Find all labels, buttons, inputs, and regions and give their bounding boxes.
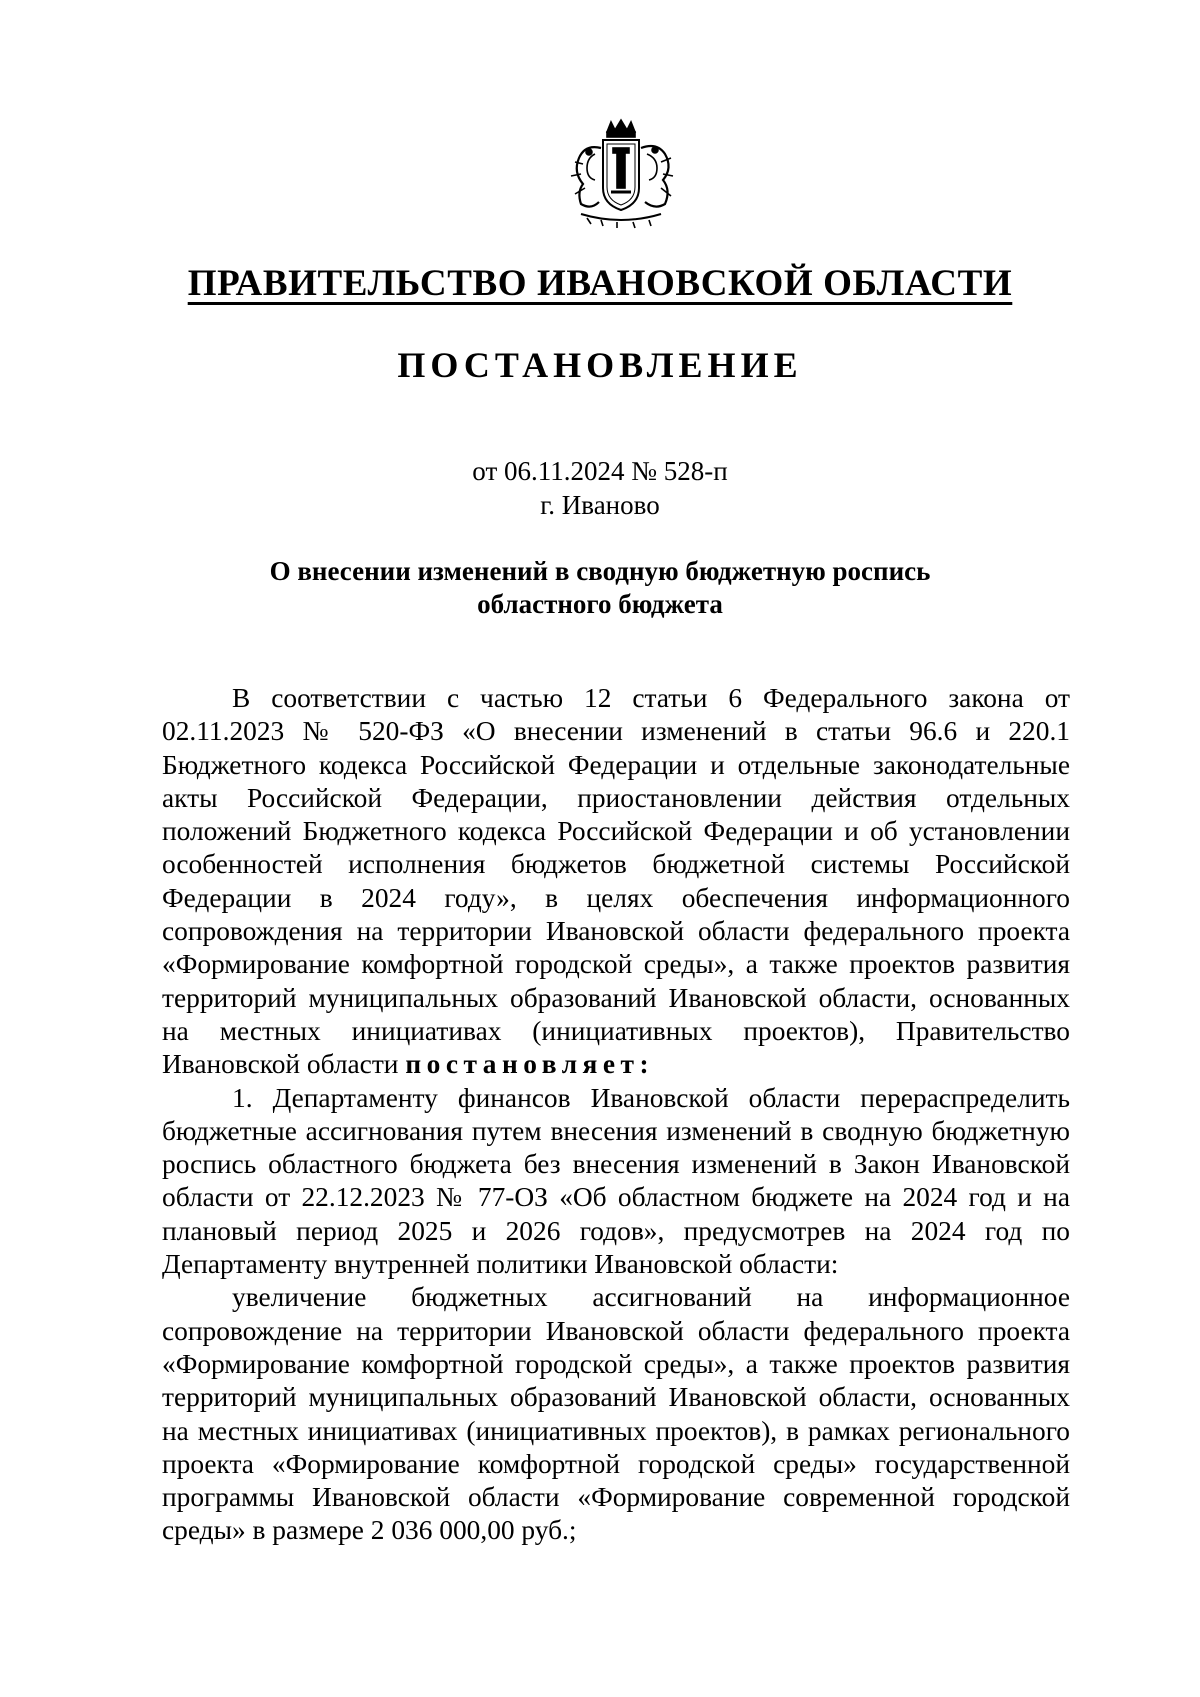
preamble-paragraph — [162, 682, 1070, 1082]
preamble-text: В соответствии с частью 12 статьи 6 Федерального закона от 02.11.2023 № 520-ФЗ «О внесении изменений в статьи 96.6 и 220.1 Бюджетного кодекса Российской Федерации и отдельные законодательные акты Российской Федерации, приостановлении действия отдельных положений Бюджетного кодекса Российской Федерации и об установлении особенностей исполнения бюджетов бюджетной системы Российской Федерации в 2024 году», в целях обеспечения информационного сопровождения на территории Ивановской области федерального проекта «Формирование комфортной городской среды», а также проектов развития территорий муниципальных образований Ивановской области, основанных на местных инициативах (инициативных проектов), Правительство Ивановской области — [162, 683, 1070, 1080]
document-subject — [0, 555, 1200, 621]
government-title: ПРАВИТЕЛЬСТВО ИВАНОВСКОЙ ОБЛАСТИ — [187, 263, 1013, 304]
subject-line-1: О внесении изменений в сводную бюджетную роспись — [269, 556, 931, 586]
item-1-paragraph: 1. Департаменту финансов Ивановской области перераспределить бюджетные ассигнования путем внесения изменений в сводную бюджетную роспись областного бюджета без внесения изменений в Закон Ивановской области от 22.12.2023 № 77-ОЗ «Об областном бюджете на 2024 год и на плановый период 2025 и 2026 годов», предусмотрев на 2024 год по Департаменту внутренней политики Ивановской области: — [162, 1082, 1070, 1280]
document-date-block — [0, 454, 1200, 522]
coat-of-arms-icon — [557, 118, 685, 230]
resolves-word: постановляет — [405, 1049, 640, 1080]
item-1-detail-paragraph: увеличение бюджетных ассигнований на информационное сопровождение на территории Ивановской области федерального проекта «Формирование комфортной городской среды», а также проектов развития территорий муниципальных образований Ивановской области, основанных на местных инициативах (инициативных проектов), в рамках регионального проекта «Формирование комфортной городской среды» государственной программы Ивановской области «Формирование современной городской среды» в размере 2 036 000,00 руб.; — [162, 1282, 1070, 1546]
document-body — [162, 682, 1070, 1548]
document-city: г. Иваново — [540, 490, 660, 520]
resolves-colon: : — [639, 1049, 655, 1080]
document-type: ПОСТАНОВЛЕНИЕ — [397, 345, 803, 385]
subject-line-2: областного бюджета — [477, 589, 723, 619]
document-date-number: от 06.11.2024 № 528-п — [472, 456, 728, 486]
